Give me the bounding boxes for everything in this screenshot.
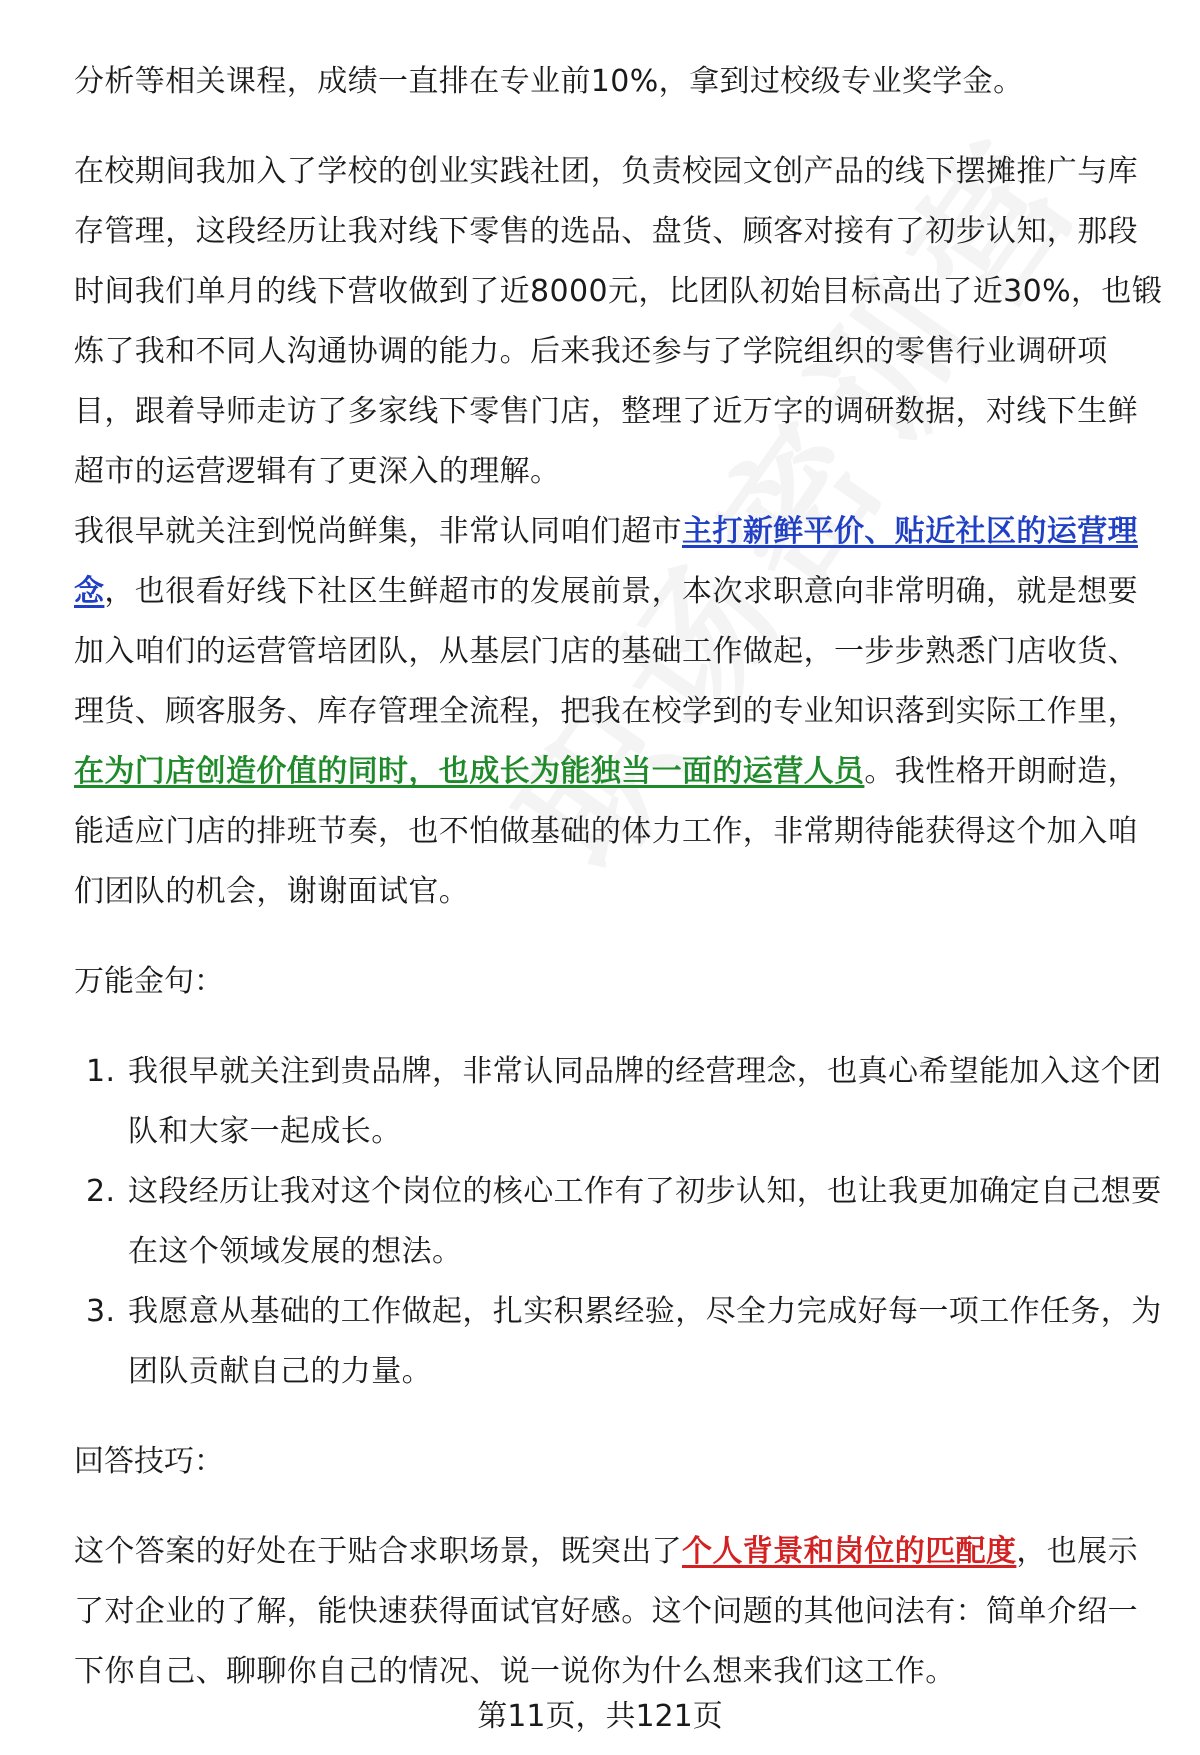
paragraph-tips — [74, 1522, 1164, 1702]
tips-text-b: ，也展示了对企业的了解，能快速获得面试官好感。这个问题的其他问法有：简单介绍一下你自己、聊聊你自己的情况、说一说你为什么想来我们这工作。 — [74, 1534, 1139, 1689]
paragraph-motivation — [74, 502, 1164, 922]
paragraph-intro-tail: 分析等相关课程，成绩一直排在专业前10%，拿到过校级专业奖学金。 — [74, 64, 1024, 99]
list-item-number: 1. — [86, 1054, 116, 1089]
tips-text-a: 这个答案的好处在于贴合求职场景，既突出了 — [74, 1534, 682, 1569]
list-item — [74, 1162, 1164, 1282]
list-item-text: 我愿意从基础的工作做起，扎实积累经验，尽全力完成好每一项工作任务，为团队贡献自己的力量。 — [128, 1294, 1162, 1389]
answer-tips-heading: 回答技巧： — [74, 1444, 224, 1479]
page-number-footer: 第11页，共121页 — [477, 1699, 723, 1734]
motivation-text-a: 我很早就关注到悦尚鲜集，非常认同咱们超市 — [74, 514, 682, 549]
golden-sentences-heading: 万能金句： — [74, 964, 224, 999]
motivation-text-b: ，也很看好线下社区生鲜超市的发展前景，本次求职意向非常明确，就是想要加入咱们的运营管培团队，从基层门店的基础工作做起，一步步熟悉门店收货、理货、顾客服务、库存管理全流程，把我在校学到的专业知识落到实际工作里， — [74, 574, 1139, 729]
highlight-red: 个人背景和岗位的匹配度 — [682, 1534, 1017, 1569]
list-item — [74, 1042, 1164, 1162]
list-item-text: 我很早就关注到贵品牌，非常认同品牌的经营理念，也真心希望能加入这个团队和大家一起成长。 — [128, 1054, 1162, 1149]
highlight-green: 在为门店创造价值的同时，也成长为能独当一面的运营人员 — [74, 754, 865, 789]
highlight-blue: 主打新鲜平价、贴近社区的运营理念 — [74, 514, 1138, 609]
list-item-text: 这段经历让我对这个岗位的核心工作有了初步认知，也让我更加确定自己想要在这个领域发展的想法。 — [128, 1174, 1162, 1269]
document-body — [74, 52, 1164, 1702]
paragraph-experience: 在校期间我加入了学校的创业实践社团，负责校园文创产品的线下摆摊推广与库存管理，这段经历让我对线下零售的选品、盘货、顾客对接有了初步认知，那段时间我们单月的线下营收做到了近8000元，比团队初始目标高出了近30%，也锻炼了我和不同人沟通协调的能力。后来我还参与了学院组织的零售行业调研项目，跟着导师走访了多家线下零售门店，整理了近万字的调研数据，对线下生鲜超市的运营逻辑有了更深入的理解。 — [74, 154, 1163, 489]
motivation-text-c: 。我性格开朗耐造，能适应门店的排班节奏，也不怕做基础的体力工作，非常期待能获得这个加入咱们团队的机会，谢谢面试官。 — [74, 754, 1139, 909]
golden-sentences-list — [74, 1042, 1164, 1402]
list-item-number: 2. — [86, 1174, 116, 1209]
list-item — [74, 1282, 1164, 1402]
list-item-number: 3. — [86, 1294, 116, 1329]
